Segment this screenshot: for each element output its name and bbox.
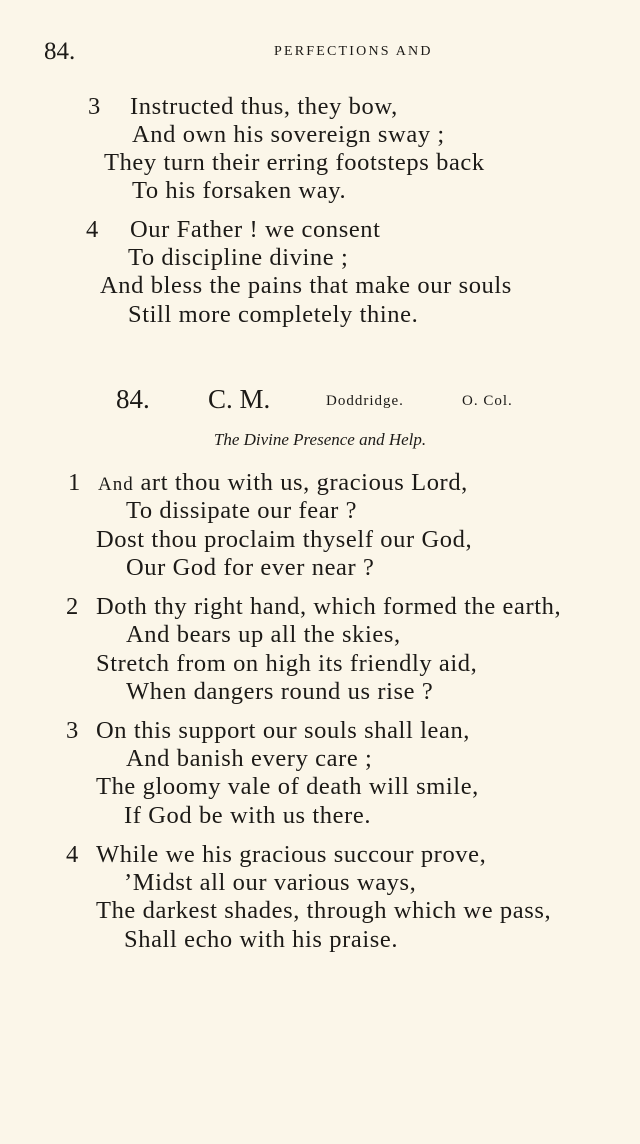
- verse-line: And banish every care ;: [126, 745, 373, 772]
- verse-line: They turn their erring footsteps back: [104, 149, 485, 176]
- stanza-number: 4: [86, 216, 99, 243]
- verse-line: Our God for ever near ?: [126, 554, 375, 581]
- verse-line: Stretch from on high its friendly aid,: [96, 650, 478, 677]
- verse-line: The darkest shades, through which we pass,: [96, 897, 552, 924]
- page-header: [44, 38, 580, 68]
- verse-line: And bears up all the skies,: [126, 621, 401, 648]
- verse-line: When dangers round us rise ?: [126, 678, 434, 705]
- verse-line: On this support our souls shall lean,: [96, 717, 471, 744]
- page-number: 84.: [44, 38, 76, 65]
- verse-line: And bless the pains that make our souls: [100, 272, 512, 299]
- hymn-author: Doddridge.: [326, 393, 404, 409]
- verse-line: To discipline divine ;: [128, 244, 349, 271]
- verse-line: [98, 469, 468, 497]
- verse-line: The gloomy vale of death will smile,: [96, 773, 479, 800]
- verse-line: To his forsaken way.: [132, 177, 347, 204]
- hymn-number: 84.: [116, 384, 150, 414]
- verse-line: While we his gracious succour prove,: [96, 841, 487, 868]
- hymn-meter: C. M.: [208, 384, 271, 414]
- stanza-number: 3: [66, 717, 79, 744]
- hymn-title: The Divine Presence and Help.: [213, 430, 427, 449]
- stanza-number: 3: [88, 93, 101, 120]
- verse-line: Dost thou proclaim thyself our God,: [96, 526, 473, 553]
- verse-line: Our Father ! we consent: [130, 216, 381, 243]
- running-head: PERFECTIONS AND: [274, 44, 433, 59]
- verse-line: ’Midst all our various ways,: [124, 869, 417, 896]
- drop-word: And: [98, 474, 134, 495]
- verse-line: If God be with us there.: [124, 802, 372, 829]
- stanza-number: 4: [66, 841, 79, 868]
- verse-line-rest: art thou with us, gracious Lord,: [133, 469, 468, 496]
- verse-line: To dissipate our fear ?: [126, 497, 358, 524]
- hymn-tune: O. Col.: [462, 393, 513, 409]
- hymn-heading: [116, 384, 536, 420]
- verse-line: Shall echo with his praise.: [124, 926, 399, 953]
- stanza-number: 2: [66, 593, 79, 620]
- verse-line: Instructed thus, they bow,: [130, 93, 398, 120]
- verse-line: Still more completely thine.: [128, 301, 419, 328]
- verse-line: Doth thy right hand, which formed the earth,: [96, 593, 562, 620]
- stanza-number: 1: [68, 469, 81, 496]
- verse-line: And own his sovereign sway ;: [132, 121, 445, 148]
